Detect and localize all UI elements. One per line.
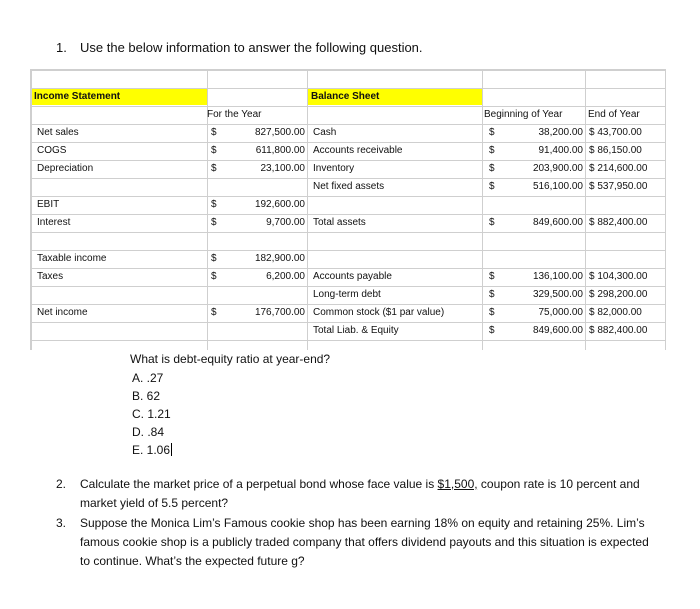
bs-row-begin: 136,100.00 [532,271,583,282]
bs-row-end: $ 298,200.00 [589,289,648,300]
is-row-value: 611,800.00 [255,145,305,156]
bs-row-end: $ 104,300.00 [589,271,648,282]
question-2-text-after: coupon rate is 10 percent and market yield of 5.5 percent? [80,477,640,510]
currency-symbol: $ [211,271,217,282]
is-row-value: 23,100.00 [260,163,305,174]
bs-row-begin: 91,400.00 [538,145,583,156]
is-row-value: 827,500.00 [254,127,305,138]
currency-symbol: $ [489,271,495,282]
bs-row-label: Cash [313,127,337,138]
mc-option-c: C. 1.21 [132,407,171,421]
currency-symbol: $ [489,127,495,138]
mc-option-e-text: E. 1.06 [132,443,171,457]
is-row-value: 176,700.00 [254,307,305,318]
question-3 [56,514,656,571]
question-2-number: 2. [56,477,67,491]
bs-row-end: $ 537,950.00 [589,181,648,192]
currency-symbol: $ [211,199,217,210]
is-row-label: Taxable income [37,253,107,264]
is-row-value: 192,600.00 [254,199,305,210]
multiple-choice-question [130,352,330,459]
bs-row-label: Accounts payable [313,271,392,282]
bs-row-label: Total Liab. & Equity [313,325,399,336]
mc-option-a: A. .27 [132,371,164,385]
income-statement-header: Income Statement [34,91,121,102]
bs-row-end: $ 43,700.00 [589,127,642,138]
question-3-text: Suppose the Monica Lim’s Famous cookie shop has been earning 18% on equity and retaining 25%. Lim’s famous cookie shop is a publicly traded company that offers dividend payouts and this situation is expected to continue. What’s the expected future g? [80,516,649,568]
question-2-text-before: Calculate the market price of a perpetual bond whose face value is [80,477,438,491]
is-row-label: Net income [37,307,88,318]
bs-row-end: $ 82,000.00 [589,307,642,318]
is-row-label: COGS [37,145,67,156]
question-2-amount: $1,500, [437,477,478,491]
is-row-label: Depreciation [37,163,94,174]
currency-symbol: $ [489,325,495,336]
question-2 [56,475,656,513]
is-row-value: 182,900.00 [254,253,305,264]
question-1 [56,40,423,55]
question-1-text: Use the below information to answer the following question. [80,40,423,55]
spreadsheet-table [30,69,666,350]
bs-row-begin: 75,000.00 [538,307,583,318]
bs-row-begin: 38,200.00 [538,127,583,138]
is-row-value: 6,200.00 [266,271,305,282]
currency-symbol: $ [489,217,495,228]
bs-row-label: Accounts receivable [313,145,403,156]
bs-row-end: $ 882,400.00 [589,325,648,336]
bs-row-label: Total assets [313,217,366,228]
bs-row-begin: 849,600.00 [532,325,583,336]
bs-row-label: Long-term debt [313,289,381,300]
currency-symbol: $ [489,289,495,300]
bs-row-begin: 329,500.00 [532,289,583,300]
is-row-label: Interest [37,217,71,228]
bs-row-begin: 203,900.00 [532,163,583,174]
bs-row-label: Net fixed assets [313,181,385,192]
currency-symbol: $ [211,307,217,318]
bs-row-begin: 516,100.00 [532,181,583,192]
bs-row-label: Common stock ($1 par value) [313,307,445,318]
currency-symbol: $ [211,217,217,228]
is-row-label: EBIT [37,199,60,210]
is-row-label: Taxes [37,271,64,282]
currency-symbol: $ [211,253,217,264]
question-1-number: 1. [56,40,67,55]
is-row-label: Net sales [37,127,79,138]
currency-symbol: $ [211,145,217,156]
period-header: For the Year [207,109,262,120]
currency-symbol: $ [211,127,217,138]
currency-symbol: $ [489,145,495,156]
mc-question-text: What is debt-equity ratio at year-end? [130,352,331,366]
end-of-year-header: End of Year [588,109,640,120]
bs-row-end: $ 214,600.00 [589,163,648,174]
currency-symbol: $ [489,181,495,192]
mc-option-d: D. .84 [132,425,165,439]
is-row-value: 9,700.00 [266,217,305,228]
currency-symbol: $ [489,163,495,174]
question-3-number: 3. [56,516,67,530]
bs-row-label: Inventory [313,163,355,174]
bs-row-end: $ 882,400.00 [589,217,648,228]
bs-row-end: $ 86,150.00 [589,145,642,156]
mc-option-b: B. 62 [132,389,161,403]
currency-symbol: $ [489,307,495,318]
balance-sheet-header: Balance Sheet [311,91,380,102]
beginning-of-year-header: Beginning of Year [484,109,563,120]
text-cursor [171,443,172,456]
mc-option-e[interactable] [132,441,330,459]
bs-row-begin: 849,600.00 [532,217,583,228]
currency-symbol: $ [211,163,217,174]
